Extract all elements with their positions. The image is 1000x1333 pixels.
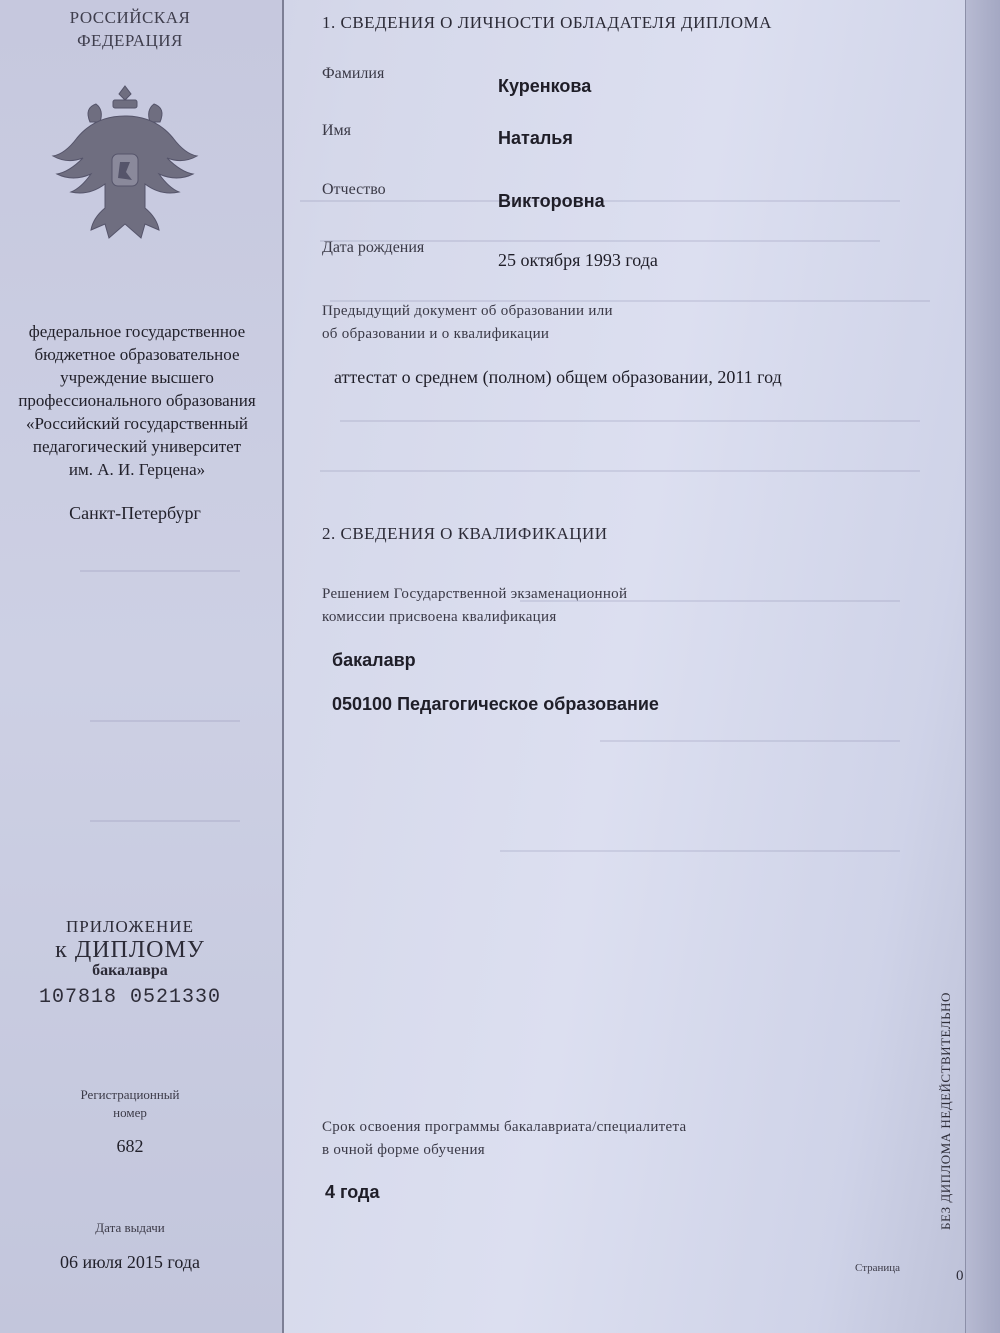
qualification-value: бакалавр [332, 650, 416, 670]
validity-stamp: БЕЗ ДИПЛОМА НЕДЕЙСТВИТЕЛЬНО [938, 992, 953, 1230]
country-line-1: РОССИЙСКАЯ [69, 8, 191, 27]
program-duration-line-2: в очной форме обучения [322, 1142, 486, 1158]
first-name-label: Имя [322, 122, 352, 139]
previous-document-label-line-2: об образовании и о квалификации [322, 326, 550, 342]
program-duration-value: 4 года [325, 1182, 380, 1202]
page-number: 0 [956, 1268, 964, 1284]
birth-date-label: Дата рождения [322, 239, 425, 256]
issuer-city: Санкт-Петербург [69, 503, 201, 523]
previous-document-label-line-1: Предыдущий документ об образовании или [322, 303, 613, 319]
section-1-heading: 1. СВЕДЕНИЯ О ЛИЧНОСТИ ОБЛАДАТЕЛЯ ДИПЛОМА [322, 13, 772, 32]
specialty-value: 050100 Педагогическое образование [332, 694, 659, 714]
registration-label-line-2: номер [113, 1105, 147, 1120]
issue-date: 06 июля 2015 года [60, 1252, 200, 1272]
registration-label [40, 1086, 220, 1122]
issue-date-label: Дата выдачи [95, 1220, 165, 1235]
issuer-line: учреждение высшего [60, 368, 214, 387]
appendix-title [40, 917, 220, 979]
issuer-line: им. А. И. Герцена» [68, 460, 206, 479]
previous-document-value: аттестат о среднем (полном) общем образовании, 2011 год [334, 367, 782, 387]
appendix-line-3: бакалавра [92, 962, 168, 979]
page-edge-line [965, 0, 966, 1333]
diploma-serial-number: 107818 0521330 [38, 986, 222, 1009]
page-label: Страница [855, 1262, 901, 1274]
section-2-heading: 2. СВЕДЕНИЯ О КВАЛИФИКАЦИИ [322, 524, 608, 543]
issuer-line: бюджетное образовательное [34, 345, 240, 364]
qualification-decision-line-1: Решением Государственной экзаменационной [322, 586, 628, 602]
qualification-decision-line-2: комиссии присвоена квалификация [322, 609, 557, 625]
program-duration-label [322, 1116, 686, 1162]
country-line-2: ФЕДЕРАЦИЯ [77, 31, 183, 50]
registration-label-line-1: Регистрационный [80, 1087, 180, 1102]
appendix-line-2: к ДИПЛОМУ [55, 937, 205, 963]
issuer-line: «Российский государственный [25, 414, 249, 433]
registration-number: 682 [116, 1136, 144, 1156]
issuer-line: профессионального образования [18, 391, 256, 410]
double-headed-eagle-emblem [50, 82, 200, 247]
fold-line [282, 0, 284, 1333]
issuer-line: федеральное государственное [28, 322, 246, 341]
patronymic-label: Отчество [322, 181, 386, 198]
appendix-line-1: ПРИЛОЖЕНИЕ [66, 917, 194, 936]
patronymic-value: Викторовна [498, 191, 605, 211]
page-edge [966, 0, 1000, 1333]
surname-label: Фамилия [322, 65, 385, 82]
previous-document-label [322, 300, 613, 346]
program-duration-line-1: Срок освоения программы бакалавриата/специалитета [322, 1119, 687, 1135]
first-name-value: Наталья [498, 128, 573, 148]
surname-value: Куренкова [498, 76, 592, 96]
issuer-line: педагогический университет [32, 437, 242, 456]
issuer-name [2, 320, 272, 481]
qualification-decision-label [322, 583, 627, 629]
country-name [40, 6, 220, 52]
birth-date-value: 25 октября 1993 года [498, 250, 658, 270]
